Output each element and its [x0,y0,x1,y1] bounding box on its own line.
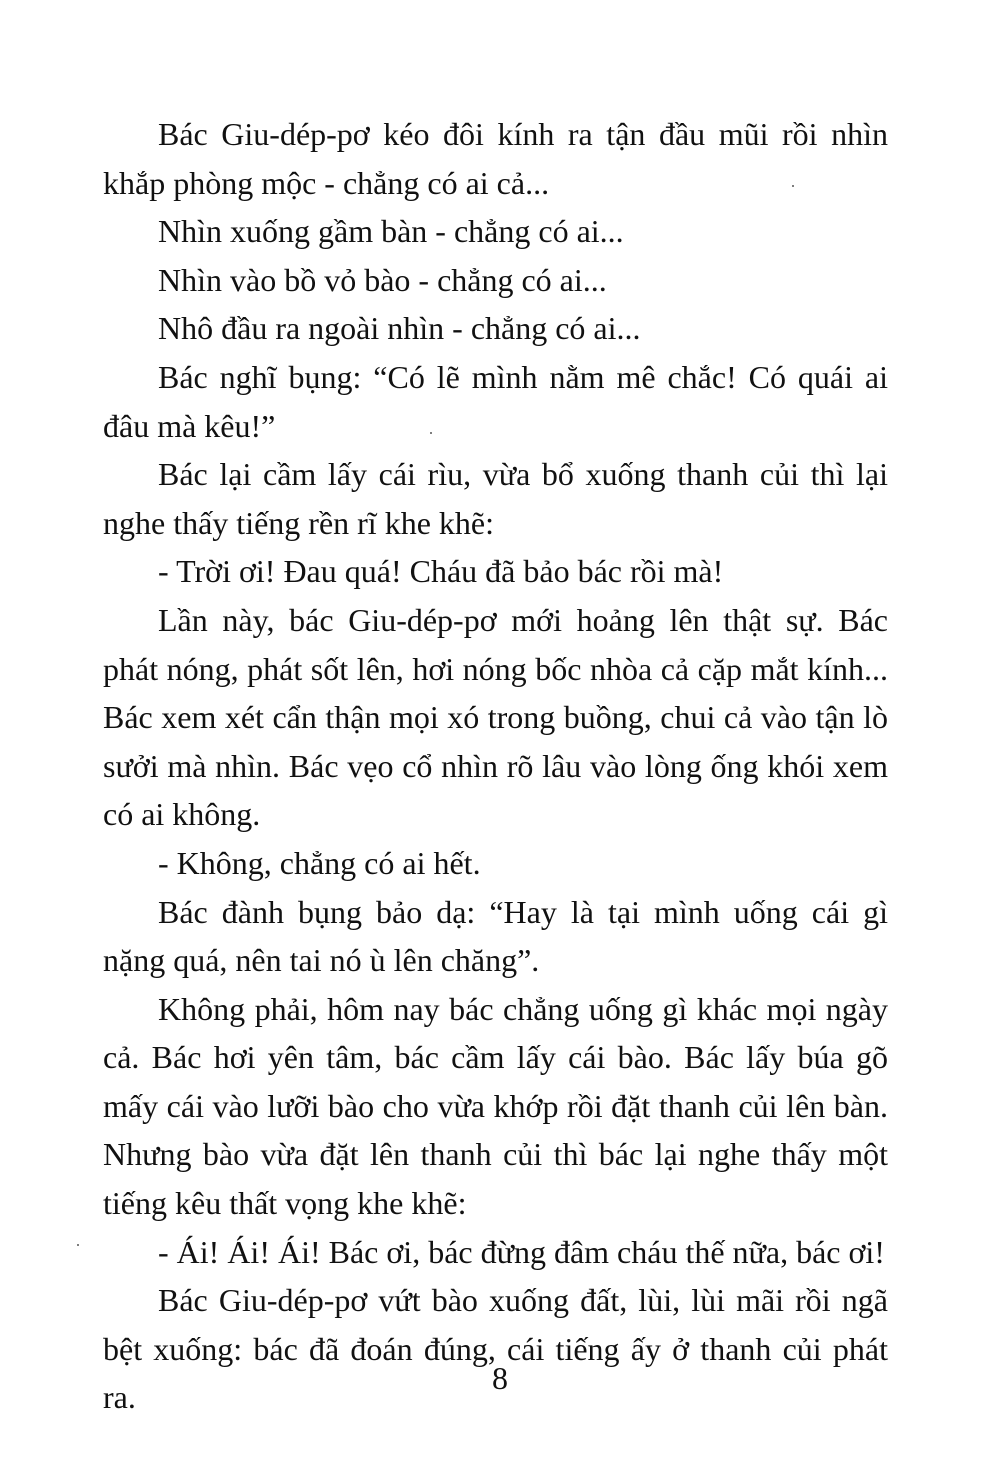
paragraph: - Trời ơi! Đau quá! Cháu đã bảo bác rồi mà! [158,553,724,590]
paragraph: Bác lại cầm lấy cái rìu, vừa bổ xuống thanh củi thì lại nghe thấy tiếng rền rĩ khe khẽ: [103,456,888,541]
page-number: 8 [492,1360,508,1396]
paragraph: Bác đành bụng bảo dạ: “Hay là tại mình uống cái gì nặng quá, nên tai nó ù lên chăng”. [103,893,888,979]
paragraph: Nhìn vào bồ vỏ bào - chẳng có ai... [158,261,607,298]
paragraph: Bác Giu-dép-pơ vứt bào xuống đất, lùi, lùi mãi rồi ngã bệt xuống: bác đã đoán đúng, cái tiếng ấy ở thanh củi phát ra. [103,1282,888,1416]
scan-speck [430,432,432,434]
paragraph: Bác nghĩ bụng: “Có lẽ mình nằm mê chắc! Có quái ai đâu mà kêu!” [103,358,888,444]
scan-speck [792,185,794,187]
paragraph: Lần này, bác Giu-dép-pơ mới hoảng lên thật sự. Bác phát nóng, phát sốt lên, hơi nóng bốc nhòa cả cặp mắt kính... Bác xem xét cẩn thận mọi xó trong buồng, chui cả vào tận lò sưởi mà nhìn. Bác vẹo cổ nhìn rõ lâu vào lòng ống khói xem có ai không. [103,601,888,833]
paragraph: - Không, chẳng có ai hết. [158,844,481,881]
body-text [103,110,888,1422]
paragraph: Nhìn xuống gầm bàn - chẳng có ai... [158,213,624,250]
paragraph: Bác Giu-dép-pơ kéo đôi kính ra tận đầu mũi rồi nhìn khắp phòng mộc - chẳng có ai cả... [103,116,888,201]
paragraph: Nhô đầu ra ngoài nhìn - chẳng có ai... [158,310,641,347]
paragraph: - Ái! Ái! Ái! Bác ơi, bác đừng đâm cháu thế nữa, bác ơi! [158,1233,885,1270]
scan-speck [77,1244,79,1246]
paragraph: Không phải, hôm nay bác chẳng uống gì khác mọi ngày cả. Bác hơi yên tâm, bác cầm lấy cái bào. Bác lấy búa gõ mấy cái vào lưỡi bào cho vừa khớp rồi đặt thanh củi lên bàn. Nhưng bào vừa đặt lên thanh củi thì bác lại nghe thấy một tiếng kêu thất vọng khe khẽ: [103,990,888,1222]
